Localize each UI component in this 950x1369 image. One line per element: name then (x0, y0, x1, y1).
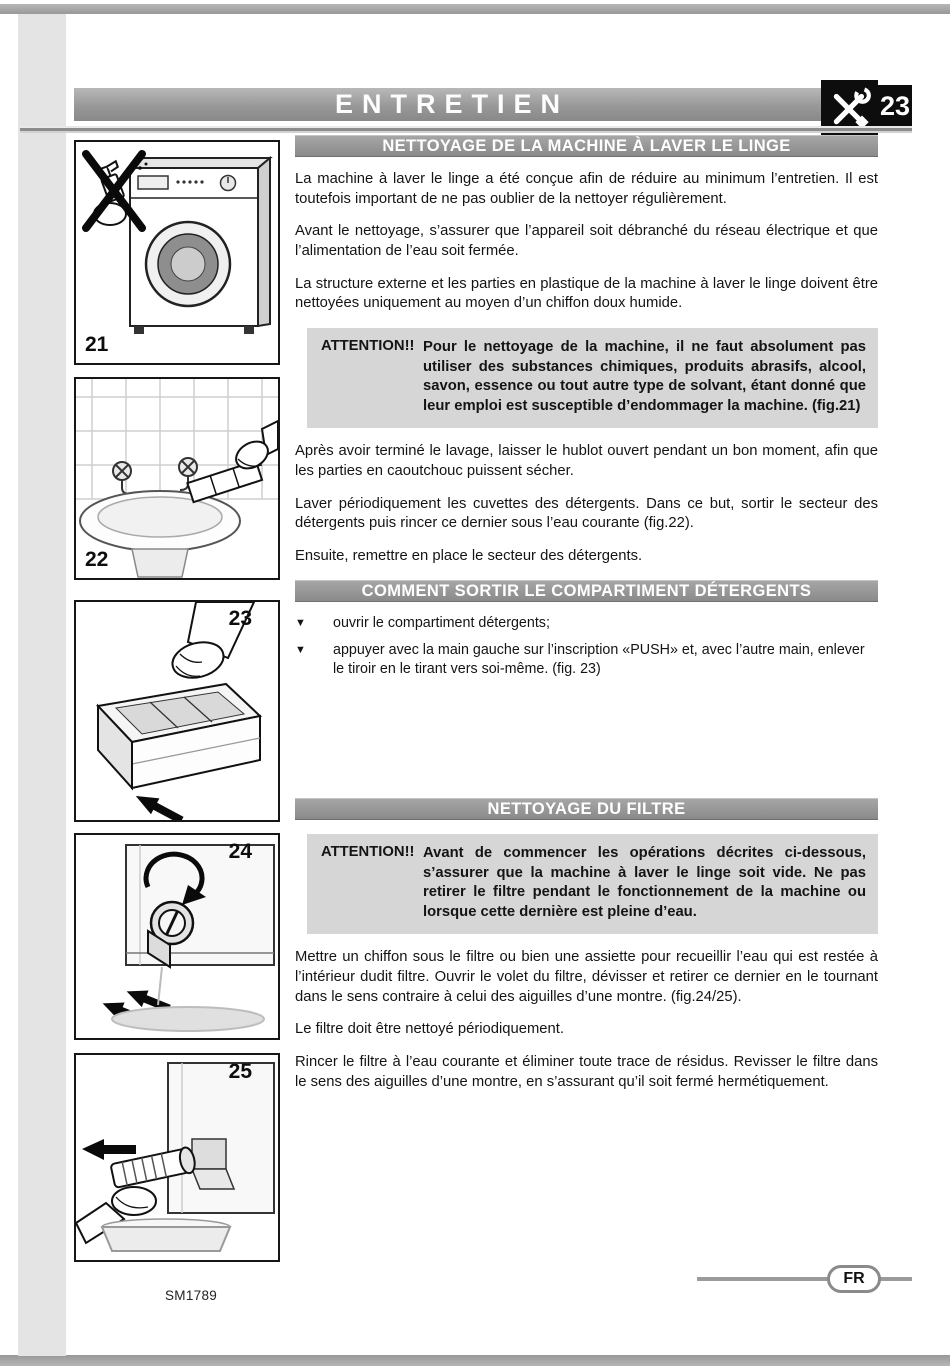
pull-direction-arrow (132, 788, 186, 820)
filter-removal-illustration (76, 1055, 278, 1260)
bullet-item (295, 641, 878, 678)
figure-21 (74, 140, 280, 365)
triangle-bullet-icon: ▼ (295, 616, 306, 629)
crossed-tools-icon (827, 85, 873, 131)
attention-box-filter (307, 834, 878, 934)
attention-text: Avant de commencer les opérations décrites ci-dessous, s’assurer que la machine à laver le linge soit vide. Ne pas retirer le filtre pendant le fonctionnement de la machine ou lorsque cette dernière est pleine d’eau. (423, 845, 866, 920)
bullet-item (295, 614, 878, 633)
text-column (295, 135, 878, 1105)
paragraph: Rincer le filtre à l’eau courante et éliminer toute trace de résidus. Revisser le filtre dans le sens des aiguilles d’une montre, en s’assurant qu’il soit fermé hermétiquement. (295, 1054, 878, 1090)
figure-number: 22 (85, 548, 109, 571)
left-margin-strip (18, 14, 66, 1356)
figure-23 (74, 600, 280, 822)
attention-label: ATTENTION!! (321, 338, 415, 355)
page-title: ENTRETIEN (334, 89, 569, 119)
figure-number: 21 (85, 333, 109, 356)
figure-22 (74, 377, 280, 580)
section-title-filter: NETTOYAGE DU FILTRE (295, 798, 878, 820)
figure-25 (74, 1053, 280, 1262)
bullet-list (295, 614, 878, 679)
attention-box-cleaning (307, 328, 878, 428)
language-badge-fr (827, 1265, 881, 1293)
paragraph: Mettre un chiffon sous le filtre ou bien une assiette pour recueillir l’eau qui est restée à l’intérieur dudit filtre. Ouvrir le volet du filtre, dévisser et retirer ce dernier en le tournant dans le sens contraire à celui des aiguilles d’une montre. (fig.24/25). (295, 949, 878, 1005)
paragraph: Avant le nettoyage, s’assurer que l’appareil soit débranché du réseau électrique et que l’alimentation de l’eau soit fermée. (295, 223, 878, 260)
figure-number: 23 (228, 607, 252, 630)
figure-number: 25 (228, 1060, 252, 1083)
paragraph: La structure externe et les parties en plastique de la machine à laver le linge doivent être nettoyées uniquement au moyen d’un chiffon doux humide. (295, 275, 878, 312)
document-code: SM1789 (165, 1288, 218, 1303)
header-bar (74, 88, 821, 121)
paragraph: La machine à laver le linge a été conçue afin de réduire au minimum l’entretien. Il est toutefois important de ne pas oublier de la nettoyer régulièrement. (295, 171, 878, 207)
section-title-cleaning: NETTOYAGE DE LA MACHINE À LAVER LE LINGE (295, 135, 878, 157)
triangle-bullet-icon: ▼ (295, 644, 306, 657)
attention-label: ATTENTION!! (321, 844, 415, 861)
bullet-text: appuyer avec la main gauche sur l’inscription «PUSH» et, avec l’autre main, enlever le tiroir en le tirant vers soi-même. (fig. 23) (333, 642, 865, 677)
washing-machine-no-solvents-illustration (76, 142, 278, 363)
figure-number: 24 (228, 840, 252, 863)
page-number: 23 (878, 85, 912, 128)
attention-text: Pour le nettoyage de la machine, il ne faut absolument pas utiliser des substances chimiques, produits abrasifs, alcool, savon, essence ou tout autre type de solvant, étant donné que leur emploi est susceptible d’endommager la machine. (fig.21) (423, 339, 866, 414)
paragraph: Laver périodiquement les cuvettes des détergents. Dans ce but, sortir le secteur des détergents puis rincer ce dernier sous l’eau courante (fig.22). (295, 495, 878, 532)
paragraph: Ensuite, remettre en place le secteur des détergents. (295, 547, 643, 564)
top-edge-band (0, 4, 950, 14)
bottom-edge-band (0, 1355, 950, 1366)
filter-unscrew-illustration (76, 835, 278, 1038)
remove-detergent-drawer-illustration (76, 602, 278, 820)
language-badge-text: FR (843, 1270, 865, 1287)
paragraph: Le filtre doit être nettoyé périodiquement. (295, 1021, 564, 1038)
figure-24 (74, 833, 280, 1040)
section-title-drawer: COMMENT SORTIR LE COMPARTIMENT DÉTERGENTS (295, 580, 878, 602)
header-divider (20, 126, 912, 133)
bullet-text: ouvrir le compartiment détergents; (333, 614, 550, 631)
pull-direction-arrow (82, 1139, 136, 1160)
paragraph: Après avoir terminé le lavage, laisser le hublot ouvert pendant un bon moment, afin que les parties en caoutchouc puissent sécher. (295, 443, 878, 479)
